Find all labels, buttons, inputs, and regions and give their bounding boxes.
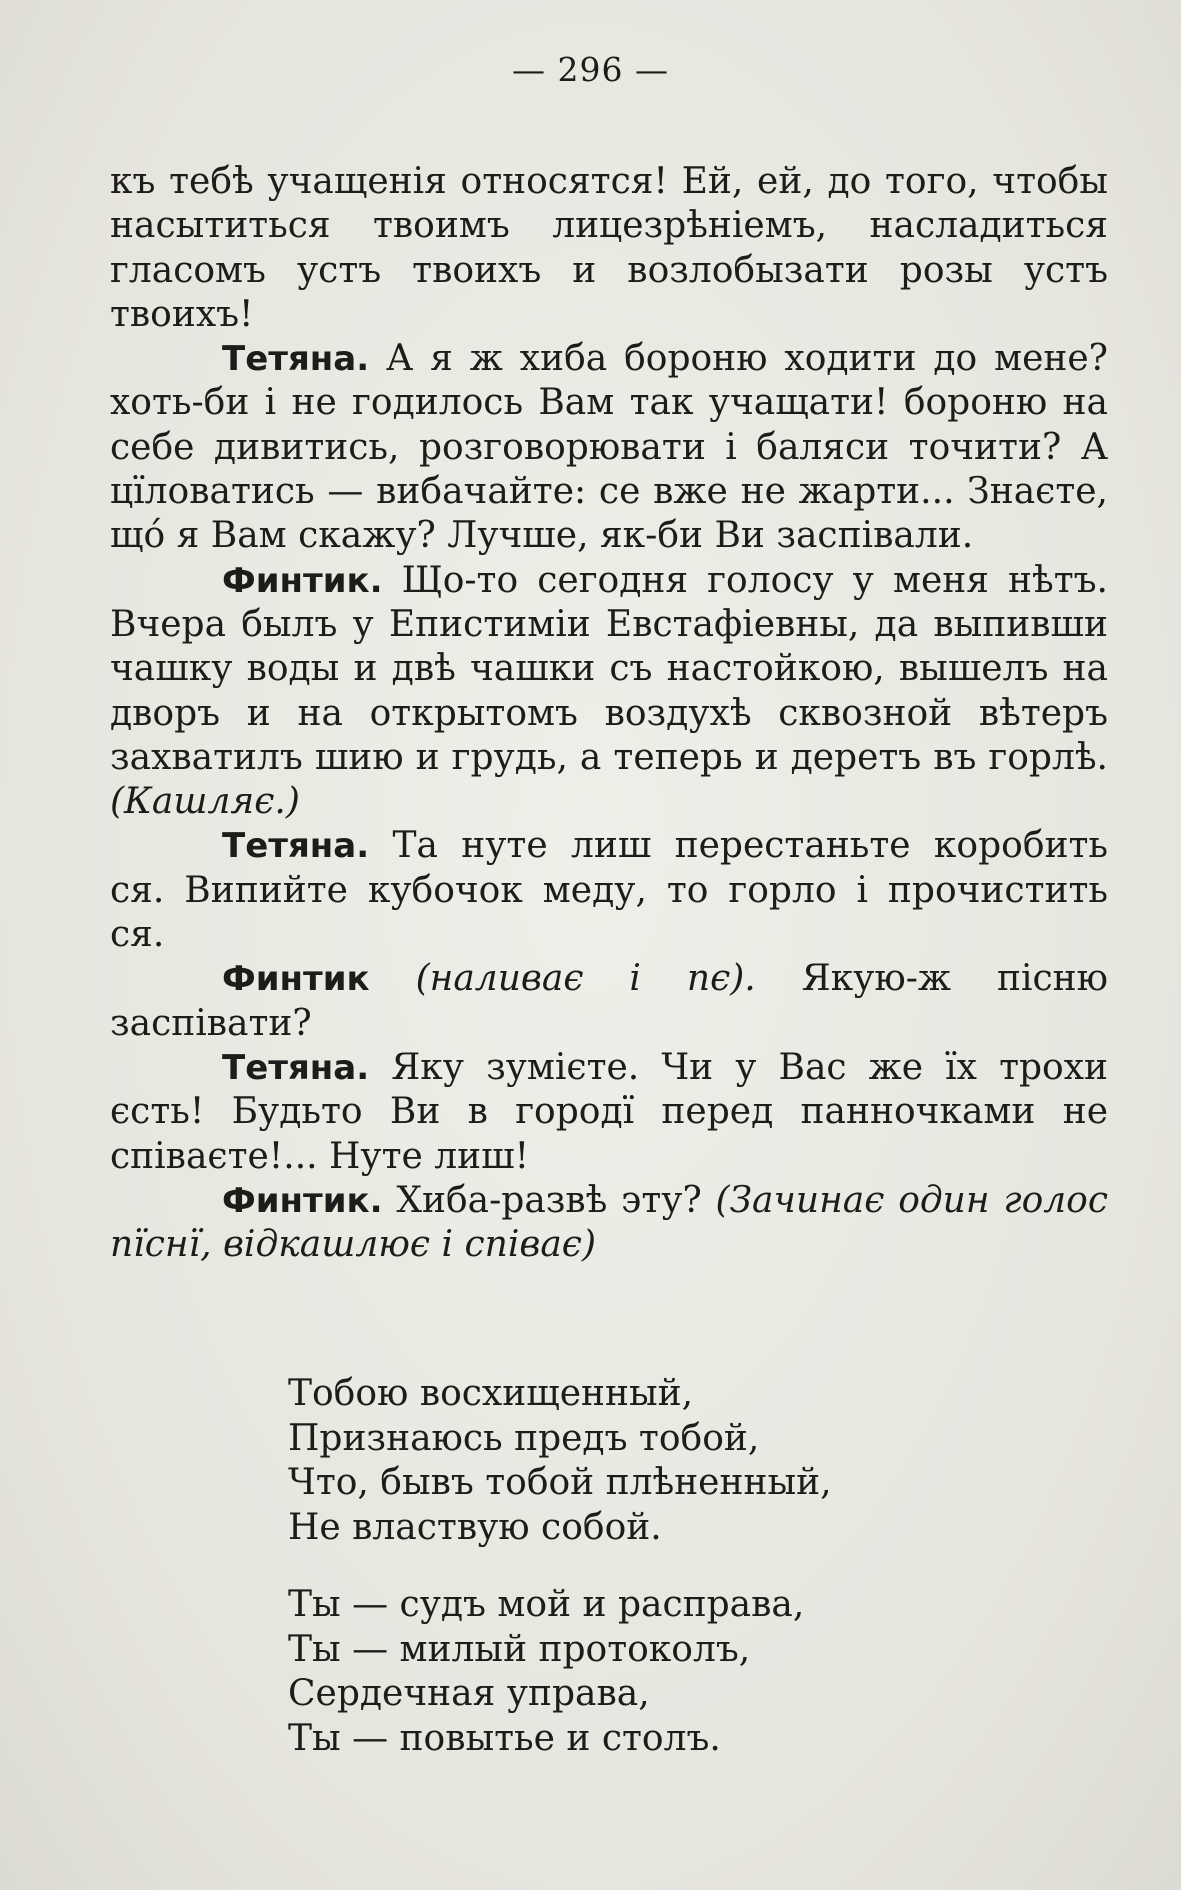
speaker-name: Тетяна. [222,339,370,380]
verse-line: Сердечная управа, [288,1673,650,1714]
paragraph-text: Хиба-развѣ эту? [382,1179,716,1221]
verse-stanza-1 [288,1372,832,1550]
paragraph-text: къ тебѣ учащенія относятся! Ей, ей, до того, чтобы насытиться твоимъ лицезрѣніемъ, насладиться гласомъ устъ твоихъ и возлобызати розы устъ твоихъ! [110,161,1108,335]
verse-line: Ты — повытье и столъ. [288,1717,721,1759]
speaker-name: Финтик [222,959,370,1000]
paragraph-7 [110,1179,1108,1268]
stage-direction: (Зачинає один голос пїснї, відкашлює і співає) [110,1179,1108,1266]
paragraph-3 [110,559,1108,825]
paragraph-text: А я ж хиба бороню ходити до мене? хоть-би і не годилось Вам так учащати! бороню на себе дивитись, розговорювати і баляси точити? А цїловатись — вибачайте: се вже не жарти... Знаєте, щó я Вам скажу? Лучше, як-би Ви заспівали. [110,338,1108,557]
verse-line: Тобою восхищенный, [288,1373,694,1414]
verse-line: Что, бывъ тобой плѣненный, [288,1462,832,1503]
stage-direction: (наливає і пє). [369,958,756,1000]
paragraph-5 [110,957,1108,1046]
paragraph-text: Яку зумієте. Чи у Вас же їх трохи єсть! Будьто Ви в городї перед панночками не співаєте!... Нуте лиш! [110,1046,1108,1177]
paragraph-4 [110,824,1108,957]
speaker-name: Тетяна. [222,826,370,867]
speaker-name: Финтик. [222,1180,383,1221]
paragraph-text: Та нуте лиш перестаньте коробить ся. Випийте кубочок меду, то горло і прочистить ся. [110,825,1108,956]
paragraph-text: Якую-ж пісню заспівати? [110,958,1108,1044]
paragraph-text: Що-то сегодня голосу у меня нѣтъ. Вчера былъ у Епистиміи Евстафіевны, да выпивши чашку воды и двѣ чашки съ настойкою, вышелъ на дворъ и на открытомъ воздухѣ сквозной вѣтеръ захватилъ шию и грудь, а теперь и деретъ въ горлѣ. [110,559,1108,778]
verse-line: Не властвую собой. [288,1506,662,1548]
paragraph-1 [110,160,1108,337]
paragraph-6 [110,1046,1108,1179]
speaker-name: Тетяна. [222,1047,370,1088]
verse-line: Ты — милый протоколъ, [288,1628,751,1670]
speaker-name: Финтик. [222,560,383,601]
verse-line: Признаюсь предъ тобой, [288,1417,760,1459]
page-number: — 296 — [512,50,669,89]
verse-line: Ты — судъ мой и расправа, [288,1584,805,1625]
stage-direction: (Кашляє.) [110,781,300,823]
verse-stanza-2 [288,1583,804,1761]
paragraph-2 [110,337,1108,558]
dialogue-text [110,160,1108,1267]
